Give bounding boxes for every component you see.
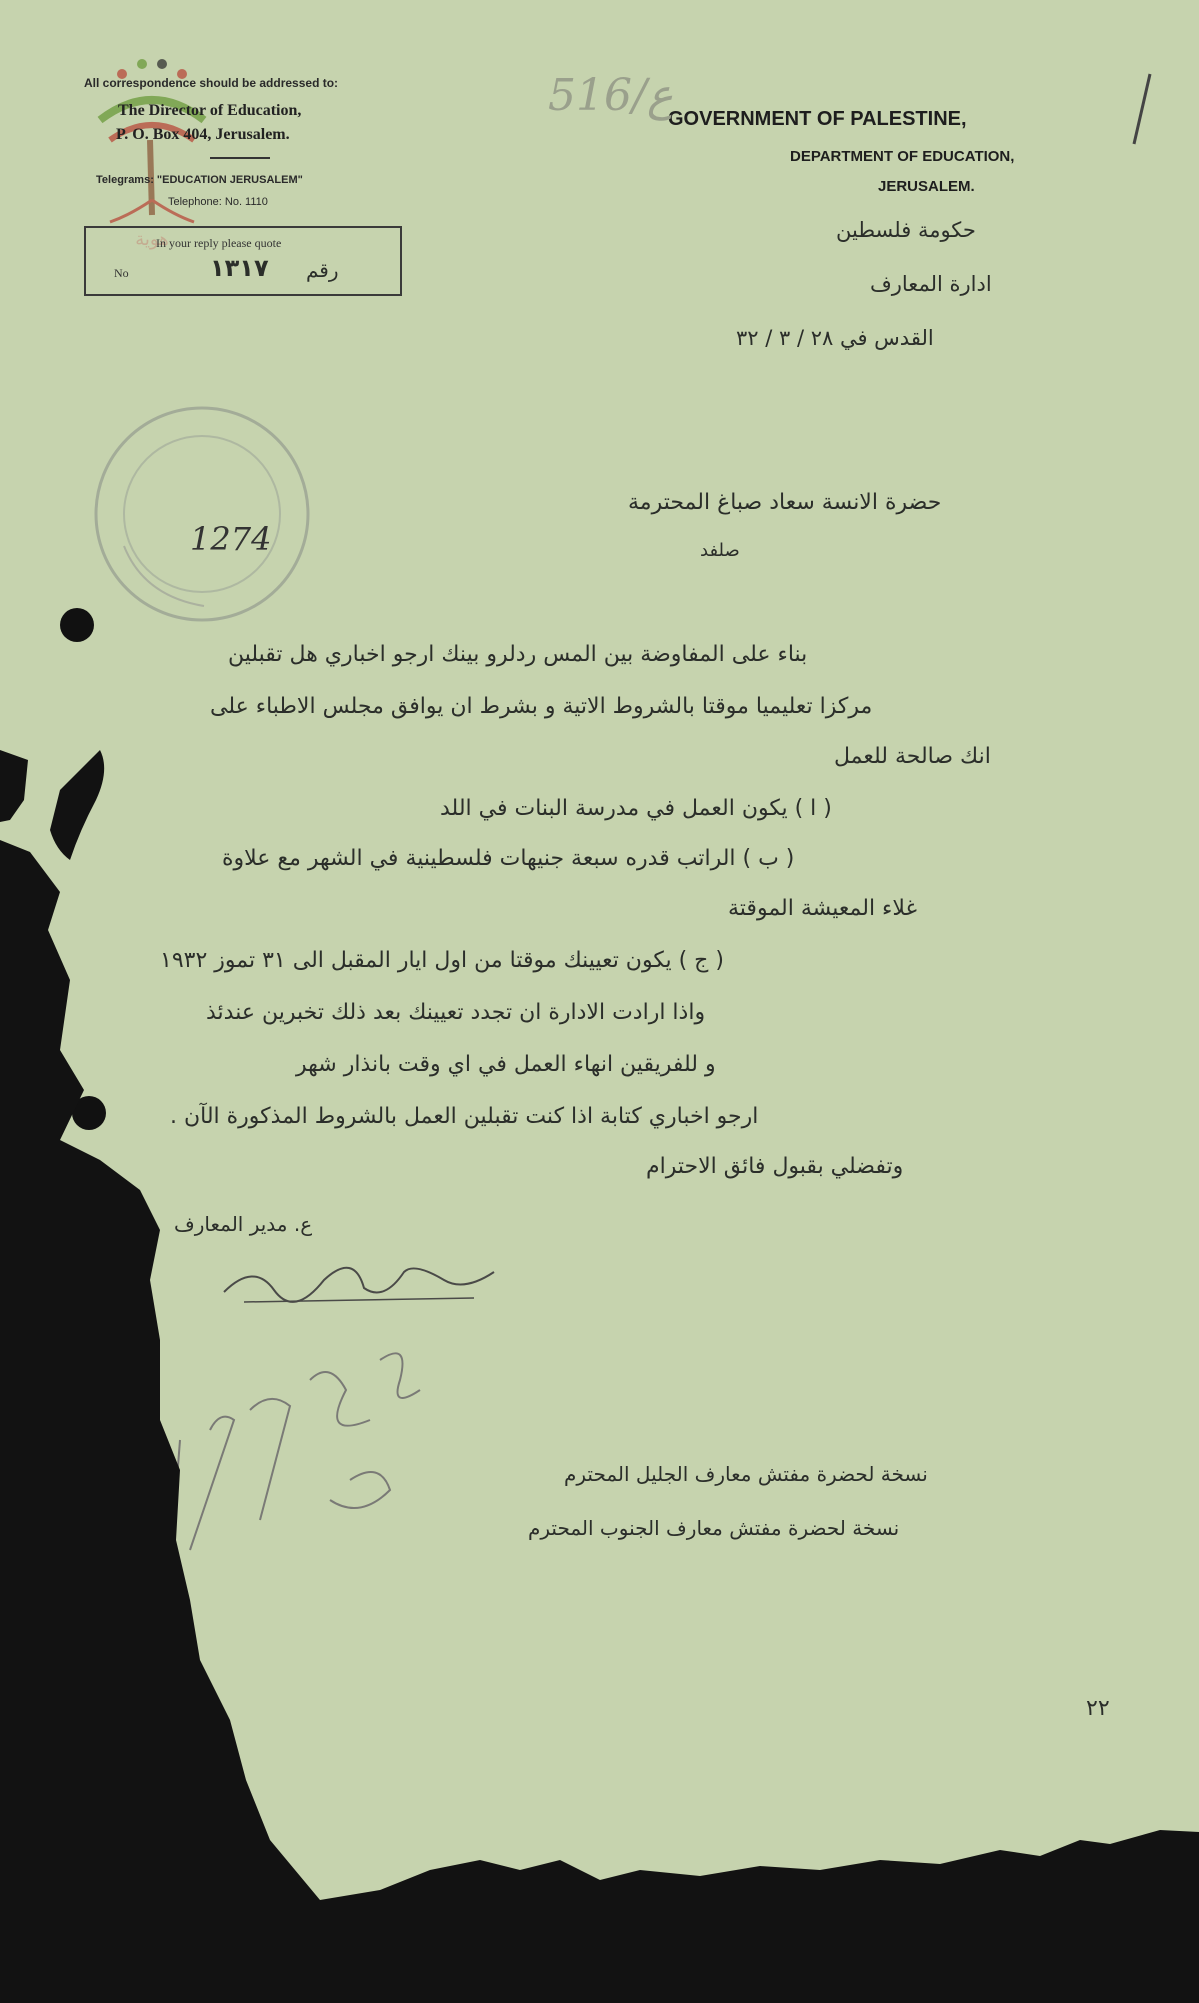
reference-label-ar: رقم: [306, 258, 339, 282]
signatory-title: ع. مدير المعارف: [174, 1212, 313, 1236]
correspondence-line: All correspondence should be addressed to:: [84, 76, 339, 90]
po-box: P. O. Box 404, Jerusalem.: [116, 126, 290, 143]
page-number: ٢٢: [1086, 1696, 1110, 1721]
telephone: Telephone: No. 1110: [168, 196, 268, 208]
telegrams: Telegrams: "EDUCATION JERUSALEM": [96, 174, 303, 186]
department-title-ar: ادارة المعارف: [870, 272, 992, 296]
city-title: JERUSALEM.: [878, 178, 975, 195]
greeting: صلفد: [700, 540, 740, 561]
cc-line-1: نسخة لحضرة مفتش معارف الجليل المحترم: [564, 1462, 928, 1486]
reply-note: In your reply please quote: [156, 236, 282, 250]
addressee: The Director of Education,: [118, 102, 302, 119]
file-number-handwritten: 516/ع: [548, 70, 674, 121]
intro-line-2: مركزا تعليميا موقتا بالشروط الاتية و بشرط ان يوافق مجلس الاطباء على: [210, 694, 873, 719]
intro-line-3: انك صالحة للعمل: [834, 744, 991, 769]
letter-date: القدس في ٢٨ / ٣ / ٣٢: [736, 326, 934, 350]
item-c-line-2: واذا ارادت الادارة ان تجدد تعيينك بعد ذلك تخبرين عندئذ: [206, 1000, 706, 1025]
item-b-line-1: ( ب ) الراتب قدره سبعة جنيهات فلسطينية في الشهر مع علاوة: [222, 846, 795, 871]
cc-line-2: نسخة لحضرة مفتش معارف الجنوب المحترم: [528, 1516, 900, 1540]
margin-number: 1274: [190, 520, 272, 558]
department-title: DEPARTMENT OF EDUCATION,: [790, 148, 1015, 165]
item-c-line-1: ( ج ) يكون تعيينك موقتا من اول ايار المقبل الى ٣١ تموز ١٩٣٢: [160, 948, 724, 973]
intro-line-1: بناء على المفاوضة بين المس ردلرو بينك ارجو اخباري هل تقبلين: [228, 642, 808, 667]
no-label: No: [114, 266, 129, 280]
item-a: ( ا ) يكون العمل في مدرسة البنات في اللد: [440, 796, 832, 821]
reference-number: ١٣١٧: [210, 254, 269, 282]
item-b-line-2: غلاء المعيشة الموقتة: [728, 896, 918, 921]
item-c-line-3: و للفريقين انهاء العمل في اي وقت بانذار شهر: [296, 1052, 716, 1077]
government-title: GOVERNMENT OF PALESTINE,: [668, 108, 967, 130]
government-title-ar: حكومة فلسطين: [836, 218, 976, 242]
closing-line-2: وتفضلي بقبول فائق الاحترام: [646, 1154, 904, 1179]
svg-text:هوية: هوية: [135, 229, 169, 250]
salutation: حضرة الانسة سعاد صباغ المحترمة: [628, 490, 942, 515]
closing-line-1: ارجو اخباري كتابة اذا كنت تقبلين العمل بالشروط المذكورة الآن .: [170, 1104, 759, 1129]
